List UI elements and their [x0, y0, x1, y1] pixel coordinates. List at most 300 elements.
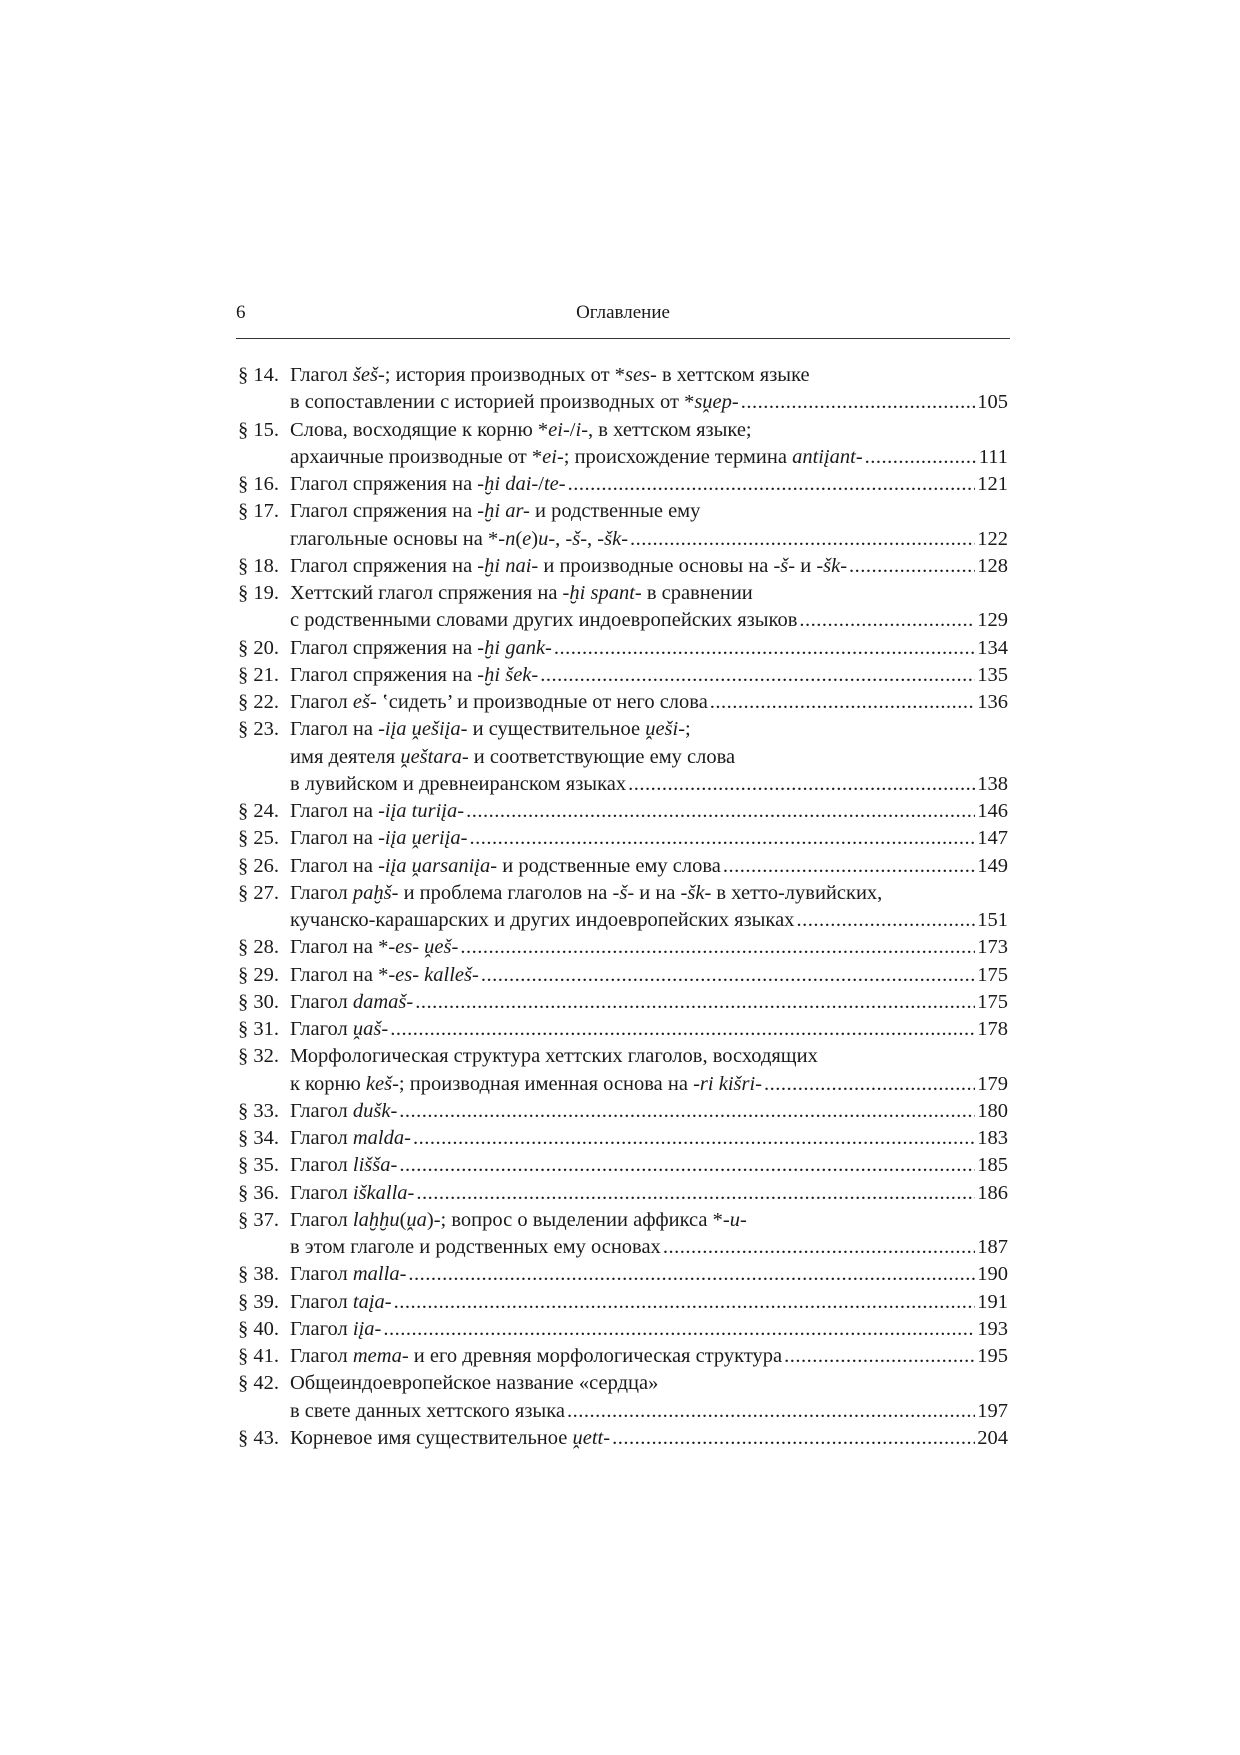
- entry-title-text: [290, 1289, 392, 1316]
- italic-term: ses: [624, 364, 651, 386]
- toc-entry-line: [238, 1098, 1008, 1125]
- text-run: Глагол: [290, 1018, 353, 1040]
- text-run: Глагол: [290, 1154, 353, 1177]
- text-run: и его древняя морфологическая структура: [408, 1345, 783, 1367]
- page-ref[interactable]: 151: [977, 909, 1008, 931]
- dot-leader: [865, 444, 977, 471]
- text-run: и проблема глаголов на -: [398, 881, 620, 904]
- page-ref[interactable]: 195: [977, 1345, 1008, 1367]
- text-run: Глагол: [290, 990, 353, 1013]
- toc-entry-line: [238, 1234, 1008, 1261]
- toc-entry-line: [238, 1016, 1008, 1043]
- text-run: в лувийском и древнеиранском языках: [290, 772, 627, 795]
- toc-entry[interactable]: [238, 1098, 1008, 1125]
- text-run: Хеттский глагол спряжения на -: [290, 582, 570, 604]
- page-ref[interactable]: 178: [977, 1018, 1008, 1040]
- dot-leader: [784, 1343, 975, 1370]
- toc-entry-line: [238, 962, 1008, 989]
- section-number: § 17.: [238, 500, 279, 523]
- text-run: ): [531, 527, 539, 550]
- page-ref[interactable]: 146: [977, 800, 1008, 822]
- text-run: Глагол: [290, 691, 353, 713]
- toc-entry[interactable]: [238, 853, 1008, 880]
- section-number: § 30.: [238, 990, 279, 1013]
- toc-entry-line: [238, 389, 1008, 416]
- entry-title-text: [290, 716, 691, 743]
- page-ref[interactable]: 129: [977, 609, 1008, 632]
- entry-title-text: [290, 389, 739, 416]
- entry-title-text: [290, 1316, 381, 1343]
- toc-entry-line: [238, 1261, 1008, 1288]
- dot-leader: [399, 1152, 975, 1179]
- section-number: § 37.: [238, 1208, 279, 1231]
- text-run: Глагол спряжения на -: [290, 473, 485, 495]
- dot-leader: [568, 471, 976, 498]
- toc-entry[interactable]: [238, 1343, 1008, 1370]
- italic-term: damaš-: [352, 990, 414, 1013]
- text-run: и существительное: [467, 718, 646, 741]
- text-run: (: [515, 527, 523, 550]
- italic-term: šk: [604, 527, 622, 550]
- section-number: § 27.: [238, 881, 279, 904]
- toc-entry[interactable]: [238, 1289, 1008, 1316]
- dot-leader: [390, 1016, 975, 1043]
- entry-title-text: [290, 417, 752, 444]
- toc-entry-line: [238, 853, 1008, 880]
- dot-leader: [469, 825, 975, 852]
- page-ref[interactable]: 190: [977, 1263, 1008, 1286]
- entry-title-text: [290, 1152, 397, 1179]
- entry-title-text: [290, 1234, 661, 1261]
- italic-term: ḫi ar-: [484, 500, 530, 523]
- dot-leader: [612, 1425, 975, 1452]
- text-run: Общеиндоевропейское название «сердца»: [290, 1372, 659, 1395]
- text-run: в этом глаголе и родственных ему основах: [290, 1236, 661, 1258]
- toc-entry-line: [238, 1289, 1008, 1316]
- toc-entry-line: [238, 1316, 1008, 1343]
- page-number: 6: [236, 302, 246, 323]
- dot-leader: [567, 1398, 975, 1425]
- italic-term: lišša-: [352, 1154, 398, 1177]
- toc-entry-line: [238, 1425, 1008, 1452]
- toc-entry-line: [238, 744, 1008, 771]
- section-number: § 43.: [238, 1426, 279, 1449]
- section-number: § 39.: [238, 1290, 279, 1313]
- entry-title-text: [290, 825, 467, 852]
- text-run: Глагол на -: [290, 827, 385, 850]
- italic-term: šk: [823, 554, 841, 577]
- toc-entry-line: [238, 771, 1008, 798]
- text-run: - в хетто-лувийских,: [704, 881, 883, 904]
- toc-entry[interactable]: [238, 1261, 1008, 1288]
- dot-leader: [764, 1071, 975, 1098]
- italic-term: es- kalleš-: [395, 963, 479, 986]
- italic-term: malda-: [352, 1127, 411, 1149]
- italic-term: taįa-: [352, 1290, 392, 1313]
- italic-term: šeš: [352, 364, 378, 386]
- entry-title-text: [290, 880, 882, 907]
- page-ref[interactable]: 175: [977, 990, 1008, 1013]
- text-run: ʽсидеть’ и производные от него слова: [376, 691, 708, 713]
- text-run: -: [739, 1208, 747, 1231]
- page-ref[interactable]: 193: [977, 1317, 1008, 1340]
- entry-title-text: [290, 934, 458, 961]
- toc-entry-line: [238, 1207, 1008, 1234]
- text-run: Глагол: [290, 881, 353, 904]
- entry-title-text: [290, 580, 753, 607]
- text-run: Глагол на -: [290, 800, 385, 822]
- toc-entry[interactable]: [238, 1207, 1008, 1262]
- italic-term: ḫi dai-: [484, 473, 539, 495]
- text-run: - и -: [788, 554, 824, 577]
- toc-entry[interactable]: [238, 1125, 1008, 1152]
- dot-leader: [540, 662, 975, 689]
- section-number: § 28.: [238, 936, 279, 959]
- dot-leader: [481, 962, 975, 989]
- italic-term: dušk: [352, 1099, 391, 1122]
- toc-entry-line: [238, 526, 1008, 553]
- italic-term: iįa ṷarsaniįa-: [384, 854, 498, 877]
- toc-entry[interactable]: [238, 989, 1008, 1016]
- dot-leader: [628, 771, 975, 798]
- page-ref[interactable]: 173: [977, 936, 1008, 959]
- page-ref[interactable]: 204: [977, 1426, 1008, 1449]
- dot-leader: [849, 553, 975, 580]
- entry-title-text: [290, 1043, 818, 1070]
- page-ref[interactable]: 122: [977, 527, 1008, 550]
- text-run: кучанско-карашарских и других индоевропейских языках: [290, 909, 795, 931]
- entry-title-text: [290, 1370, 658, 1397]
- text-run: -: [621, 527, 629, 550]
- dot-leader: [413, 1125, 975, 1152]
- running-head-title: Оглавление: [576, 302, 670, 323]
- italic-term: i: [575, 418, 582, 441]
- toc-entry[interactable]: [238, 417, 1008, 472]
- entry-title-text: [290, 526, 628, 553]
- text-run: Глагол: [290, 364, 353, 386]
- toc-entry-line: [238, 362, 1008, 389]
- toc-entry[interactable]: [238, 798, 1008, 825]
- text-run: Глагол: [290, 1317, 353, 1340]
- text-run: к корню: [290, 1072, 366, 1095]
- italic-term: antiįant-: [792, 445, 863, 468]
- italic-term: ṷeši: [645, 718, 679, 741]
- toc-entry[interactable]: [238, 934, 1008, 961]
- dot-leader: [466, 798, 975, 825]
- toc-entry-line: [238, 1071, 1008, 1098]
- section-number: § 41.: [238, 1345, 279, 1367]
- toc-entry-line: [238, 1152, 1008, 1179]
- entry-title-text: [290, 962, 479, 989]
- section-number: § 20.: [238, 636, 279, 659]
- toc-entry-line: [238, 1125, 1008, 1152]
- toc-entry-line: [238, 417, 1008, 444]
- text-run: -, -: [548, 527, 573, 550]
- entry-title-text: [290, 662, 538, 689]
- page-ref[interactable]: 105: [977, 391, 1008, 414]
- text-run: в сравнении: [641, 582, 753, 604]
- section-number: § 22.: [238, 691, 279, 713]
- section-number: § 34.: [238, 1127, 279, 1149]
- text-run: имя деятеля: [290, 745, 401, 768]
- toc-entry-line: [238, 825, 1008, 852]
- toc-entry[interactable]: [238, 498, 1008, 553]
- entry-title-text: [290, 498, 700, 525]
- italic-term: š: [619, 881, 628, 904]
- section-number: § 16.: [238, 473, 279, 495]
- text-run: глагольные основы на *-: [290, 527, 506, 550]
- dot-leader: [416, 1180, 975, 1207]
- running-head: [236, 302, 1010, 339]
- toc-entry-line: [238, 934, 1008, 961]
- text-run: и родственные ему слова: [497, 854, 721, 877]
- toc-entry-line: [238, 553, 1008, 580]
- text-run: Корневое имя существительное: [290, 1426, 573, 1449]
- toc-entry[interactable]: [238, 1016, 1008, 1043]
- text-run: Глагол на -: [290, 854, 385, 877]
- text-run: -: [731, 391, 739, 414]
- italic-term: te-: [543, 473, 566, 495]
- toc-entry-line: [238, 1398, 1008, 1425]
- entry-title-text: [290, 798, 464, 825]
- toc-entry-line: [238, 444, 1008, 471]
- page-ref[interactable]: 179: [977, 1072, 1008, 1095]
- italic-term: ṷaš-: [352, 1018, 389, 1040]
- section-number: § 35.: [238, 1154, 279, 1177]
- italic-term: šk: [687, 881, 705, 904]
- page-ref[interactable]: 128: [977, 554, 1008, 577]
- section-number: § 21.: [238, 663, 279, 686]
- italic-term: paḫš-: [352, 881, 399, 904]
- toc-entry-line: [238, 635, 1008, 662]
- dot-leader: [741, 389, 976, 416]
- entry-title-text: [290, 444, 863, 471]
- text-run: Глагол: [290, 1345, 353, 1367]
- entry-title-text: [290, 362, 810, 389]
- italic-term: ḫi šek-: [484, 663, 539, 686]
- italic-term: u: [538, 527, 549, 550]
- page-ref[interactable]: 197: [977, 1399, 1008, 1422]
- entry-title-text: [290, 553, 847, 580]
- section-number: § 29.: [238, 963, 279, 986]
- toc-entry[interactable]: [238, 580, 1008, 635]
- text-run: и родственные ему: [529, 500, 701, 523]
- section-number: § 42.: [238, 1372, 279, 1395]
- italic-term: ṷa: [406, 1208, 427, 1231]
- section-number: § 19.: [238, 582, 279, 604]
- text-run: -/: [562, 418, 576, 441]
- text-run: Глагол: [290, 1099, 353, 1122]
- italic-term: sṷep: [694, 391, 732, 414]
- text-run: Глагол: [290, 1181, 353, 1204]
- italic-term: š: [780, 554, 789, 577]
- page-ref[interactable]: 135: [977, 663, 1008, 686]
- dot-leader: [554, 635, 975, 662]
- entry-title-text: [290, 689, 708, 716]
- page-ref[interactable]: 183: [977, 1127, 1008, 1149]
- page-ref[interactable]: 147: [977, 827, 1008, 850]
- toc-entry[interactable]: [238, 689, 1008, 716]
- text-run: -: [390, 1099, 398, 1122]
- toc-entry[interactable]: [238, 471, 1008, 498]
- text-run: Глагол спряжения на -: [290, 636, 485, 659]
- text-run: Глагол спряжения на -: [290, 554, 485, 577]
- toc-entry[interactable]: [238, 716, 1008, 798]
- text-run: (: [399, 1208, 407, 1231]
- italic-term: es- ṷeš-: [395, 936, 459, 959]
- section-number: § 33.: [238, 1099, 279, 1122]
- text-run: Глагол спряжения на -: [290, 500, 485, 523]
- italic-term: ei: [542, 445, 557, 468]
- page-ref[interactable]: 191: [977, 1290, 1008, 1313]
- text-run: -; история производных от *: [377, 364, 625, 386]
- entry-title-text: [290, 471, 566, 498]
- italic-term: laḫḫu: [352, 1208, 400, 1231]
- italic-term: e: [522, 527, 532, 550]
- text-run: Глагол на *-: [290, 963, 396, 986]
- page-ref[interactable]: 134: [977, 636, 1008, 659]
- section-number: § 23.: [238, 718, 279, 741]
- dot-leader: [383, 1316, 975, 1343]
- toc-entry[interactable]: [238, 1425, 1008, 1452]
- section-number: § 38.: [238, 1263, 279, 1286]
- italic-term: ri kišri-: [699, 1072, 762, 1095]
- toc-entry[interactable]: [238, 662, 1008, 689]
- dot-leader: [710, 689, 975, 716]
- toc-entry-line: [238, 580, 1008, 607]
- toc-entry-line: [238, 716, 1008, 743]
- italic-term: iįa turiįa-: [384, 800, 465, 822]
- entry-title-text: [290, 1398, 565, 1425]
- entry-title-text: [290, 635, 552, 662]
- entry-title-text: [290, 1098, 397, 1125]
- toc-entry-line: [238, 798, 1008, 825]
- text-run: Глагол: [290, 1263, 353, 1286]
- italic-term: n: [505, 527, 516, 550]
- toc-entry[interactable]: [238, 635, 1008, 662]
- toc-entry-line: [238, 1043, 1008, 1070]
- entry-title-text: [290, 853, 721, 880]
- text-run: -, в хеттском языке;: [581, 418, 752, 441]
- section-number: § 15.: [238, 418, 279, 441]
- text-run: Глагол: [290, 1290, 353, 1313]
- italic-term: keš: [365, 1072, 393, 1095]
- text-run: Слова, восходящие к корню *: [290, 418, 549, 441]
- italic-term: š: [572, 527, 581, 550]
- page-ref[interactable]: 187: [977, 1236, 1008, 1258]
- toc-entry[interactable]: [238, 1043, 1008, 1098]
- toc-entry-line: [238, 880, 1008, 907]
- toc-entry[interactable]: [238, 1370, 1008, 1425]
- entry-title-text: [290, 607, 797, 634]
- text-run: Глагол на *-: [290, 936, 396, 959]
- italic-term: malla-: [352, 1263, 407, 1286]
- toc-entry[interactable]: [238, 962, 1008, 989]
- entry-title-text: [290, 907, 794, 934]
- toc-entry[interactable]: [238, 553, 1008, 580]
- italic-term: mema-: [352, 1345, 409, 1367]
- toc-entry[interactable]: [238, 880, 1008, 935]
- page-ref[interactable]: 149: [977, 854, 1008, 877]
- page-ref[interactable]: 111: [978, 445, 1008, 468]
- text-run: Глагол: [290, 1127, 353, 1149]
- text-run: архаичные производные от *: [290, 445, 543, 468]
- page-ref[interactable]: 185: [977, 1154, 1008, 1177]
- text-run: - и на -: [627, 881, 688, 904]
- text-run: -, -: [580, 527, 605, 550]
- page-ref[interactable]: 138: [977, 772, 1008, 795]
- toc-entry-line: [238, 907, 1008, 934]
- dot-leader: [796, 907, 975, 934]
- entry-title-text: [290, 771, 626, 798]
- section-number: § 31.: [238, 1018, 279, 1040]
- italic-term: ḫi spant-: [569, 582, 642, 604]
- toc-entry-line: [238, 662, 1008, 689]
- section-number: § 25.: [238, 827, 279, 850]
- dot-leader: [460, 934, 975, 961]
- entry-title-text: [290, 1261, 406, 1288]
- page-ref[interactable]: 186: [977, 1181, 1008, 1204]
- page-ref[interactable]: 136: [977, 691, 1008, 713]
- toc-entry[interactable]: [238, 1152, 1008, 1179]
- italic-term: ei: [548, 418, 563, 441]
- page-ref[interactable]: 180: [977, 1099, 1008, 1122]
- toc-entry[interactable]: [238, 1316, 1008, 1343]
- toc-entry[interactable]: [238, 1180, 1008, 1207]
- toc-entry[interactable]: [238, 825, 1008, 852]
- dot-leader: [415, 989, 975, 1016]
- text-run: -; производная именная основа на -: [392, 1072, 700, 1095]
- italic-term: ḫi nai-: [484, 554, 539, 577]
- section-number: § 18.: [238, 554, 279, 577]
- entry-title-text: [290, 1180, 414, 1207]
- table-of-contents: [238, 362, 1008, 1452]
- dot-leader: [799, 607, 975, 634]
- text-run: Глагол спряжения на -: [290, 663, 485, 686]
- text-run: /: [538, 473, 544, 495]
- text-run: в сопоставлении с историей производных от *: [290, 391, 695, 414]
- text-run: Глагол: [290, 1208, 353, 1231]
- dot-leader: [394, 1289, 976, 1316]
- dot-leader: [399, 1098, 975, 1125]
- entry-title-text: [290, 1207, 747, 1234]
- toc-entry[interactable]: [238, 362, 1008, 417]
- entry-title-text: [290, 1071, 762, 1098]
- text-run: в свете данных хеттского языка: [290, 1399, 565, 1422]
- section-number: § 36.: [238, 1181, 279, 1204]
- section-number: § 24.: [238, 800, 279, 822]
- text-run: )-; вопрос о выделении аффикса *-: [426, 1208, 730, 1231]
- text-run: Морфологическая структура хеттских глаголов, восходящих: [290, 1045, 818, 1068]
- section-number: § 26.: [238, 854, 279, 877]
- text-run: и соответствующие ему слова: [468, 745, 736, 768]
- italic-term: iįa ṷeriįa-: [384, 827, 468, 850]
- text-run: Глагол на -: [290, 718, 385, 741]
- toc-entry-line: [238, 989, 1008, 1016]
- dot-leader: [723, 853, 975, 880]
- entry-title-text: [290, 1425, 610, 1452]
- entry-title-text: [290, 1125, 411, 1152]
- text-run: -;: [678, 718, 691, 741]
- dot-leader: [630, 526, 975, 553]
- page-ref[interactable]: 175: [977, 963, 1008, 986]
- text-run: -; происхождение термина: [556, 445, 793, 468]
- italic-term: ṷeštara-: [400, 745, 469, 768]
- italic-term: ṷett-: [572, 1426, 611, 1449]
- section-number: § 40.: [238, 1317, 279, 1340]
- page-ref[interactable]: 121: [977, 473, 1008, 495]
- italic-term: u: [729, 1208, 740, 1231]
